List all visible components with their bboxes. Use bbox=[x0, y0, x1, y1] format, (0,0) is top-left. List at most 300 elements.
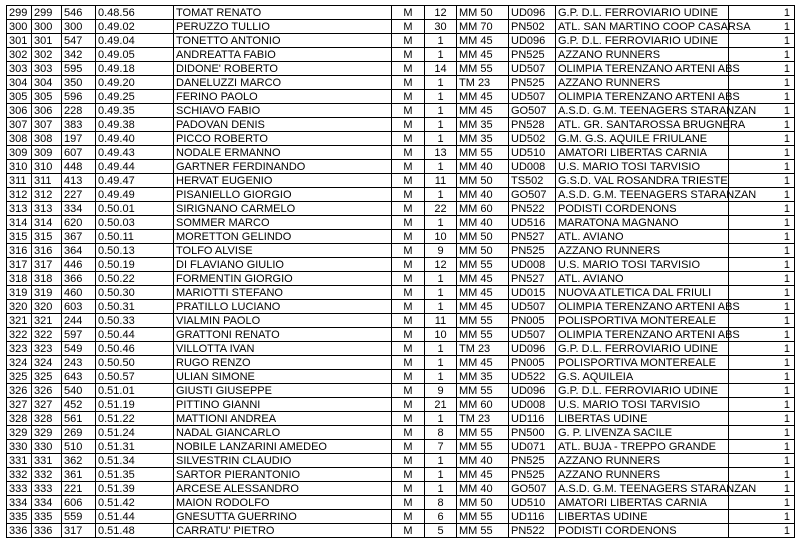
club-name-cell: G.P. D.L. FERROVIARIO UDINE bbox=[556, 6, 729, 20]
club-name-cell: ATL. BUJA - TREPPO GRANDE bbox=[556, 440, 729, 454]
athlete-name-cell: FORMENTIN GIORGIO bbox=[174, 272, 392, 286]
club-code-cell: PN525 bbox=[509, 244, 556, 258]
position-cell: 320 bbox=[7, 300, 32, 314]
position-cell: 306 bbox=[7, 104, 32, 118]
category-rank-cell: 1 bbox=[425, 118, 457, 132]
points-cell: 1 bbox=[729, 202, 795, 216]
category-cell: MM 40 bbox=[457, 216, 509, 230]
club-name-cell: AMATORI LIBERTAS CARNIA bbox=[556, 146, 729, 160]
sex-cell: M bbox=[392, 258, 425, 272]
results-table bbox=[6, 5, 795, 538]
position-cell: 321 bbox=[7, 314, 32, 328]
table-row bbox=[7, 188, 795, 202]
sex-cell: M bbox=[392, 300, 425, 314]
table-row bbox=[7, 482, 795, 496]
category-cell: MM 55 bbox=[457, 524, 509, 538]
category-cell: MM 45 bbox=[457, 104, 509, 118]
club-name-cell: ATL. AVIANO bbox=[556, 272, 729, 286]
table-row bbox=[7, 328, 795, 342]
points-cell: 1 bbox=[729, 6, 795, 20]
club-name-cell: A.S.D. G.M. TEENAGERS STARANZAN bbox=[556, 482, 729, 496]
category-cell: MM 45 bbox=[457, 300, 509, 314]
position-repeat-cell: 321 bbox=[32, 314, 62, 328]
position-cell: 308 bbox=[7, 132, 32, 146]
category-rank-cell: 1 bbox=[425, 454, 457, 468]
bib-cell: 620 bbox=[62, 216, 96, 230]
points-cell: 1 bbox=[729, 244, 795, 258]
club-code-cell: UD071 bbox=[509, 440, 556, 454]
position-repeat-cell: 307 bbox=[32, 118, 62, 132]
club-name-cell: G.P. D.L. FERROVIARIO UDINE bbox=[556, 384, 729, 398]
category-cell: MM 45 bbox=[457, 272, 509, 286]
category-rank-cell: 13 bbox=[425, 146, 457, 160]
points-cell: 1 bbox=[729, 300, 795, 314]
category-rank-cell: 1 bbox=[425, 90, 457, 104]
athlete-name-cell: PISANIELLO GIORGIO bbox=[174, 188, 392, 202]
category-cell: MM 55 bbox=[457, 384, 509, 398]
time-cell: 0.51.31 bbox=[96, 440, 174, 454]
table-row bbox=[7, 160, 795, 174]
position-repeat-cell: 306 bbox=[32, 104, 62, 118]
position-repeat-cell: 328 bbox=[32, 412, 62, 426]
club-name-cell: NUOVA ATLETICA DAL FRIULI bbox=[556, 286, 729, 300]
sex-cell: M bbox=[392, 510, 425, 524]
table-row bbox=[7, 524, 795, 538]
category-cell: MM 55 bbox=[457, 510, 509, 524]
club-name-cell: LIBERTAS UDINE bbox=[556, 412, 729, 426]
athlete-name-cell: TOLFO ALVISE bbox=[174, 244, 392, 258]
club-code-cell: PN525 bbox=[509, 76, 556, 90]
time-cell: 0.50.31 bbox=[96, 300, 174, 314]
table-row bbox=[7, 202, 795, 216]
athlete-name-cell: HERVAT EUGENIO bbox=[174, 174, 392, 188]
club-code-cell: PN525 bbox=[509, 468, 556, 482]
club-name-cell: G.P. D.L. FERROVIARIO UDINE bbox=[556, 342, 729, 356]
category-cell: MM 50 bbox=[457, 6, 509, 20]
club-code-cell: PN005 bbox=[509, 314, 556, 328]
time-cell: 0.48.56 bbox=[96, 6, 174, 20]
club-code-cell: UD507 bbox=[509, 90, 556, 104]
position-cell: 322 bbox=[7, 328, 32, 342]
category-rank-cell: 1 bbox=[425, 132, 457, 146]
points-cell: 1 bbox=[729, 314, 795, 328]
position-cell: 326 bbox=[7, 384, 32, 398]
table-row bbox=[7, 230, 795, 244]
points-cell: 1 bbox=[729, 342, 795, 356]
time-cell: 0.51.35 bbox=[96, 468, 174, 482]
category-rank-cell: 1 bbox=[425, 342, 457, 356]
category-rank-cell: 30 bbox=[425, 20, 457, 34]
time-cell: 0.49.04 bbox=[96, 34, 174, 48]
category-rank-cell: 1 bbox=[425, 76, 457, 90]
bib-cell: 350 bbox=[62, 76, 96, 90]
club-name-cell: A.S.D. G.M. TEENAGERS STARANZAN bbox=[556, 188, 729, 202]
table-row bbox=[7, 20, 795, 34]
category-rank-cell: 1 bbox=[425, 48, 457, 62]
category-rank-cell: 12 bbox=[425, 6, 457, 20]
athlete-name-cell: DIDONE' ROBERTO bbox=[174, 62, 392, 76]
athlete-name-cell: GNESUTTA GUERRINO bbox=[174, 510, 392, 524]
position-cell: 330 bbox=[7, 440, 32, 454]
club-name-cell: MARATONA MAGNANO bbox=[556, 216, 729, 230]
position-repeat-cell: 335 bbox=[32, 510, 62, 524]
bib-cell: 549 bbox=[62, 342, 96, 356]
sex-cell: M bbox=[392, 104, 425, 118]
category-rank-cell: 12 bbox=[425, 258, 457, 272]
sex-cell: M bbox=[392, 230, 425, 244]
category-rank-cell: 1 bbox=[425, 272, 457, 286]
athlete-name-cell: PRATILLO LUCIANO bbox=[174, 300, 392, 314]
points-cell: 1 bbox=[729, 34, 795, 48]
time-cell: 0.50.01 bbox=[96, 202, 174, 216]
sex-cell: M bbox=[392, 216, 425, 230]
club-code-cell: UD096 bbox=[509, 34, 556, 48]
sex-cell: M bbox=[392, 62, 425, 76]
club-code-cell: PN527 bbox=[509, 230, 556, 244]
bib-cell: 361 bbox=[62, 468, 96, 482]
time-cell: 0.49.35 bbox=[96, 104, 174, 118]
category-rank-cell: 1 bbox=[425, 370, 457, 384]
points-cell: 1 bbox=[729, 454, 795, 468]
category-rank-cell: 1 bbox=[425, 104, 457, 118]
category-cell: MM 40 bbox=[457, 454, 509, 468]
category-rank-cell: 8 bbox=[425, 426, 457, 440]
category-cell: MM 45 bbox=[457, 48, 509, 62]
position-cell: 335 bbox=[7, 510, 32, 524]
position-cell: 329 bbox=[7, 426, 32, 440]
club-code-cell: UD008 bbox=[509, 160, 556, 174]
athlete-name-cell: SIRIGNANO CARMELO bbox=[174, 202, 392, 216]
bib-cell: 334 bbox=[62, 202, 96, 216]
category-rank-cell: 7 bbox=[425, 440, 457, 454]
table-row bbox=[7, 90, 795, 104]
category-rank-cell: 14 bbox=[425, 62, 457, 76]
bib-cell: 460 bbox=[62, 286, 96, 300]
club-code-cell: UD116 bbox=[509, 510, 556, 524]
bib-cell: 607 bbox=[62, 146, 96, 160]
bib-cell: 540 bbox=[62, 384, 96, 398]
athlete-name-cell: MARIOTTI STEFANO bbox=[174, 286, 392, 300]
position-cell: 319 bbox=[7, 286, 32, 300]
sex-cell: M bbox=[392, 118, 425, 132]
club-code-cell: UD096 bbox=[509, 6, 556, 20]
position-repeat-cell: 300 bbox=[32, 20, 62, 34]
table-row bbox=[7, 48, 795, 62]
time-cell: 0.51.48 bbox=[96, 524, 174, 538]
sex-cell: M bbox=[392, 20, 425, 34]
table-row bbox=[7, 118, 795, 132]
table-row bbox=[7, 440, 795, 454]
club-name-cell: AZZANO RUNNERS bbox=[556, 454, 729, 468]
table-row bbox=[7, 454, 795, 468]
category-cell: MM 35 bbox=[457, 132, 509, 146]
athlete-name-cell: NADAL GIANCARLO bbox=[174, 426, 392, 440]
time-cell: 0.49.44 bbox=[96, 160, 174, 174]
sex-cell: M bbox=[392, 496, 425, 510]
sex-cell: M bbox=[392, 384, 425, 398]
category-cell: MM 55 bbox=[457, 426, 509, 440]
position-repeat-cell: 319 bbox=[32, 286, 62, 300]
club-name-cell: ATL. AVIANO bbox=[556, 230, 729, 244]
category-rank-cell: 6 bbox=[425, 510, 457, 524]
points-cell: 1 bbox=[729, 216, 795, 230]
position-repeat-cell: 327 bbox=[32, 398, 62, 412]
category-cell: MM 45 bbox=[457, 468, 509, 482]
club-code-cell: UD516 bbox=[509, 216, 556, 230]
position-cell: 334 bbox=[7, 496, 32, 510]
category-cell: MM 60 bbox=[457, 398, 509, 412]
time-cell: 0.49.40 bbox=[96, 132, 174, 146]
athlete-name-cell: RUGO RENZO bbox=[174, 356, 392, 370]
position-repeat-cell: 314 bbox=[32, 216, 62, 230]
table-row bbox=[7, 384, 795, 398]
table-row bbox=[7, 286, 795, 300]
position-cell: 309 bbox=[7, 146, 32, 160]
club-name-cell: LIBERTAS UDINE bbox=[556, 510, 729, 524]
table-row bbox=[7, 398, 795, 412]
athlete-name-cell: GARTNER FERDINANDO bbox=[174, 160, 392, 174]
position-repeat-cell: 315 bbox=[32, 230, 62, 244]
table-row bbox=[7, 370, 795, 384]
bib-cell: 448 bbox=[62, 160, 96, 174]
position-cell: 317 bbox=[7, 258, 32, 272]
category-cell: MM 55 bbox=[457, 62, 509, 76]
category-cell: MM 40 bbox=[457, 482, 509, 496]
athlete-name-cell: NOBILE LANZARINI AMEDEO bbox=[174, 440, 392, 454]
athlete-name-cell: VILLOTTA IVAN bbox=[174, 342, 392, 356]
points-cell: 1 bbox=[729, 356, 795, 370]
points-cell: 1 bbox=[729, 104, 795, 118]
bib-cell: 366 bbox=[62, 272, 96, 286]
athlete-name-cell: MAION RODOLFO bbox=[174, 496, 392, 510]
sex-cell: M bbox=[392, 398, 425, 412]
position-repeat-cell: 309 bbox=[32, 146, 62, 160]
bib-cell: 606 bbox=[62, 496, 96, 510]
club-code-cell: UD015 bbox=[509, 286, 556, 300]
category-cell: MM 40 bbox=[457, 188, 509, 202]
bib-cell: 342 bbox=[62, 48, 96, 62]
table-row bbox=[7, 244, 795, 258]
athlete-name-cell: DI FLAVIANO GIULIO bbox=[174, 258, 392, 272]
time-cell: 0.50.03 bbox=[96, 216, 174, 230]
time-cell: 0.50.30 bbox=[96, 286, 174, 300]
position-repeat-cell: 324 bbox=[32, 356, 62, 370]
athlete-name-cell: ANDREATTA FABIO bbox=[174, 48, 392, 62]
category-cell: MM 55 bbox=[457, 258, 509, 272]
table-row bbox=[7, 426, 795, 440]
bib-cell: 362 bbox=[62, 454, 96, 468]
position-repeat-cell: 333 bbox=[32, 482, 62, 496]
club-name-cell: AZZANO RUNNERS bbox=[556, 468, 729, 482]
points-cell: 1 bbox=[729, 524, 795, 538]
time-cell: 0.50.13 bbox=[96, 244, 174, 258]
bib-cell: 546 bbox=[62, 6, 96, 20]
sex-cell: M bbox=[392, 174, 425, 188]
bib-cell: 243 bbox=[62, 356, 96, 370]
points-cell: 1 bbox=[729, 482, 795, 496]
bib-cell: 227 bbox=[62, 188, 96, 202]
table-row bbox=[7, 412, 795, 426]
position-repeat-cell: 332 bbox=[32, 468, 62, 482]
category-rank-cell: 21 bbox=[425, 398, 457, 412]
sex-cell: M bbox=[392, 188, 425, 202]
bib-cell: 367 bbox=[62, 230, 96, 244]
points-cell: 1 bbox=[729, 146, 795, 160]
points-cell: 1 bbox=[729, 188, 795, 202]
points-cell: 1 bbox=[729, 370, 795, 384]
time-cell: 0.50.33 bbox=[96, 314, 174, 328]
category-cell: MM 60 bbox=[457, 202, 509, 216]
points-cell: 1 bbox=[729, 118, 795, 132]
club-name-cell: AZZANO RUNNERS bbox=[556, 48, 729, 62]
category-cell: TM 23 bbox=[457, 76, 509, 90]
position-repeat-cell: 325 bbox=[32, 370, 62, 384]
table-row bbox=[7, 510, 795, 524]
position-cell: 331 bbox=[7, 454, 32, 468]
time-cell: 0.50.57 bbox=[96, 370, 174, 384]
athlete-name-cell: SARTOR PIERANTONIO bbox=[174, 468, 392, 482]
sex-cell: M bbox=[392, 328, 425, 342]
bib-cell: 383 bbox=[62, 118, 96, 132]
athlete-name-cell: VIALMIN PAOLO bbox=[174, 314, 392, 328]
points-cell: 1 bbox=[729, 76, 795, 90]
sex-cell: M bbox=[392, 524, 425, 538]
points-cell: 1 bbox=[729, 230, 795, 244]
club-name-cell: PODISTI CORDENONS bbox=[556, 202, 729, 216]
position-cell: 303 bbox=[7, 62, 32, 76]
club-code-cell: PN528 bbox=[509, 118, 556, 132]
athlete-name-cell: PICCO ROBERTO bbox=[174, 132, 392, 146]
table-row bbox=[7, 132, 795, 146]
bib-cell: 603 bbox=[62, 300, 96, 314]
category-rank-cell: 1 bbox=[425, 286, 457, 300]
time-cell: 0.51.24 bbox=[96, 426, 174, 440]
category-rank-cell: 9 bbox=[425, 244, 457, 258]
position-cell: 314 bbox=[7, 216, 32, 230]
position-repeat-cell: 316 bbox=[32, 244, 62, 258]
position-cell: 333 bbox=[7, 482, 32, 496]
points-cell: 1 bbox=[729, 468, 795, 482]
category-rank-cell: 1 bbox=[425, 356, 457, 370]
points-cell: 1 bbox=[729, 328, 795, 342]
club-code-cell: PN522 bbox=[509, 524, 556, 538]
points-cell: 1 bbox=[729, 412, 795, 426]
position-repeat-cell: 322 bbox=[32, 328, 62, 342]
position-repeat-cell: 330 bbox=[32, 440, 62, 454]
club-code-cell: PN525 bbox=[509, 454, 556, 468]
time-cell: 0.50.44 bbox=[96, 328, 174, 342]
bib-cell: 643 bbox=[62, 370, 96, 384]
bib-cell: 446 bbox=[62, 258, 96, 272]
club-code-cell: UD096 bbox=[509, 342, 556, 356]
bib-cell: 595 bbox=[62, 62, 96, 76]
athlete-name-cell: ULIAN SIMONE bbox=[174, 370, 392, 384]
table-row bbox=[7, 468, 795, 482]
category-rank-cell: 8 bbox=[425, 496, 457, 510]
table-row bbox=[7, 258, 795, 272]
club-name-cell: ATL. GR. SANTAROSSA BRUGNERA bbox=[556, 118, 729, 132]
bib-cell: 561 bbox=[62, 412, 96, 426]
sex-cell: M bbox=[392, 356, 425, 370]
bib-cell: 452 bbox=[62, 398, 96, 412]
club-code-cell: UD510 bbox=[509, 146, 556, 160]
bib-cell: 269 bbox=[62, 426, 96, 440]
club-name-cell: A.S.D. G.M. TEENAGERS STARANZAN bbox=[556, 104, 729, 118]
sex-cell: M bbox=[392, 272, 425, 286]
category-rank-cell: 1 bbox=[425, 300, 457, 314]
position-repeat-cell: 311 bbox=[32, 174, 62, 188]
bib-cell: 317 bbox=[62, 524, 96, 538]
position-cell: 315 bbox=[7, 230, 32, 244]
bib-cell: 221 bbox=[62, 482, 96, 496]
category-rank-cell: 1 bbox=[425, 482, 457, 496]
position-cell: 311 bbox=[7, 174, 32, 188]
position-cell: 310 bbox=[7, 160, 32, 174]
club-name-cell: AZZANO RUNNERS bbox=[556, 244, 729, 258]
athlete-name-cell: NODALE ERMANNO bbox=[174, 146, 392, 160]
sex-cell: M bbox=[392, 202, 425, 216]
athlete-name-cell: TOMAT RENATO bbox=[174, 6, 392, 20]
position-cell: 301 bbox=[7, 34, 32, 48]
sex-cell: M bbox=[392, 412, 425, 426]
category-rank-cell: 1 bbox=[425, 468, 457, 482]
athlete-name-cell: SCHIAVO FABIO bbox=[174, 104, 392, 118]
position-cell: 300 bbox=[7, 20, 32, 34]
time-cell: 0.50.22 bbox=[96, 272, 174, 286]
category-cell: MM 50 bbox=[457, 230, 509, 244]
position-repeat-cell: 304 bbox=[32, 76, 62, 90]
sex-cell: M bbox=[392, 76, 425, 90]
bib-cell: 364 bbox=[62, 244, 96, 258]
club-name-cell: U.S. MARIO TOSI TARVISIO bbox=[556, 398, 729, 412]
table-row bbox=[7, 76, 795, 90]
position-cell: 336 bbox=[7, 524, 32, 538]
position-cell: 299 bbox=[7, 6, 32, 20]
category-cell: MM 50 bbox=[457, 174, 509, 188]
club-name-cell: ATL. SAN MARTINO COOP CASARSA bbox=[556, 20, 729, 34]
category-cell: MM 70 bbox=[457, 20, 509, 34]
position-repeat-cell: 323 bbox=[32, 342, 62, 356]
category-cell: MM 55 bbox=[457, 440, 509, 454]
time-cell: 0.50.19 bbox=[96, 258, 174, 272]
time-cell: 0.49.43 bbox=[96, 146, 174, 160]
club-code-cell: UD507 bbox=[509, 328, 556, 342]
time-cell: 0.49.25 bbox=[96, 90, 174, 104]
points-cell: 1 bbox=[729, 90, 795, 104]
club-code-cell: UD008 bbox=[509, 258, 556, 272]
category-rank-cell: 10 bbox=[425, 230, 457, 244]
athlete-name-cell: GRATTONI RENATO bbox=[174, 328, 392, 342]
table-row bbox=[7, 216, 795, 230]
bib-cell: 228 bbox=[62, 104, 96, 118]
club-name-cell: OLIMPIA TERENZANO ARTENI ABS bbox=[556, 62, 729, 76]
position-repeat-cell: 331 bbox=[32, 454, 62, 468]
category-rank-cell: 1 bbox=[425, 34, 457, 48]
position-repeat-cell: 317 bbox=[32, 258, 62, 272]
category-rank-cell: 9 bbox=[425, 384, 457, 398]
category-rank-cell: 22 bbox=[425, 202, 457, 216]
position-repeat-cell: 313 bbox=[32, 202, 62, 216]
club-name-cell: AZZANO RUNNERS bbox=[556, 76, 729, 90]
points-cell: 1 bbox=[729, 272, 795, 286]
time-cell: 0.49.47 bbox=[96, 174, 174, 188]
points-cell: 1 bbox=[729, 426, 795, 440]
points-cell: 1 bbox=[729, 48, 795, 62]
category-rank-cell: 5 bbox=[425, 524, 457, 538]
position-repeat-cell: 318 bbox=[32, 272, 62, 286]
time-cell: 0.50.50 bbox=[96, 356, 174, 370]
time-cell: 0.51.44 bbox=[96, 510, 174, 524]
